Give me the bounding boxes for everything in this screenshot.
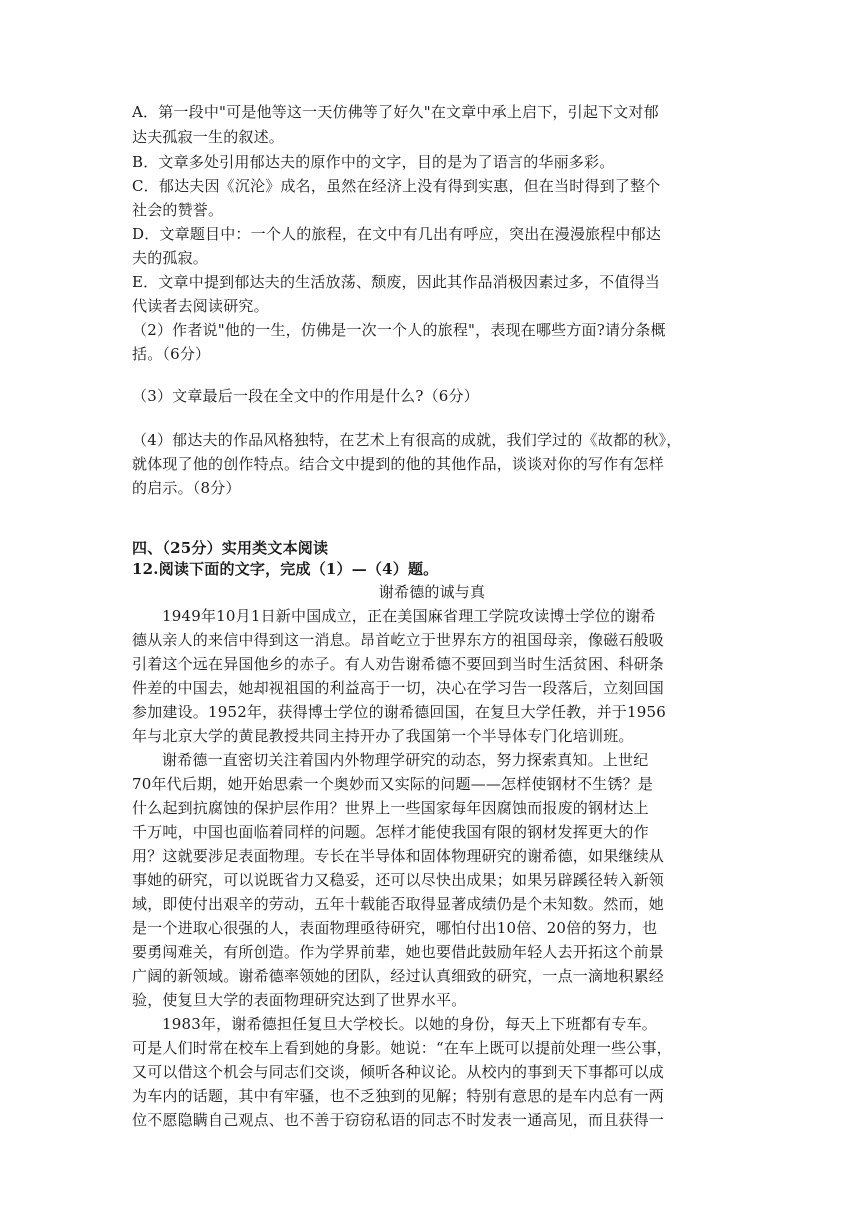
paragraph-3-line-2: 可是人们时常在校车上看到她的身影。她说：“在车上既可以提前处理一些公事， (132, 1039, 672, 1057)
paragraph-2-line-7: 域，即使付出艰辛的劳动，五年十载能否取得显著成绩仍是个未知数。然而，她 (132, 895, 665, 913)
option-a-line-1: A．第一段中"可是他等这一天仿佛等了好久"在文章中承上启下，引起下文对郁 (132, 103, 659, 121)
option-a-line-2: 达夫孤寂一生的叙述。 (132, 128, 285, 146)
paragraph-1-line-6: 年与北京大学的黄昆教授共同主持开办了我国第一个半导体专门化培训班。 (132, 727, 634, 745)
paragraph-1-line-5: 参加建设。1952年，获得博士学位的谢希德回国，在复旦大学任教，并于1956 (132, 703, 666, 721)
question-2-line-1: （2）作者说"他的一生，仿佛是一次一个人的旅程"，表现在哪些方面?请分条概 (132, 321, 666, 339)
paragraph-2-line-1: 谢希德一直密切关注着国内外物理学研究的动态，努力探索真知。上世纪 (162, 751, 649, 769)
option-c-line-2: 社会的赞誉。 (132, 201, 224, 219)
paragraph-2-line-11: 验，使复旦大学的表面物理研究达到了世界水平。 (132, 991, 467, 1009)
question-4-line-3: 的启示。（8分） (132, 479, 241, 497)
option-e-line-2: 代读者去阅读研究。 (132, 297, 269, 315)
paragraph-1-line-1: 1949年10月1日新中国成立，正在美国麻省理工学院攻读博士学位的谢希 (162, 607, 656, 625)
paragraph-1-line-4: 件差的中国去，她却视祖国的利益高于一切，决心在学习告一段落后，立刻回国 (132, 679, 665, 697)
paragraph-3-line-3: 又可以借这个机会与同志们交谈，倾听各种议论。从校内的事到天下事都可以成 (132, 1063, 665, 1081)
paragraph-2-line-10: 广阔的新领域。谢希德率领她的团队，经过认真细致的研究，一点一滴地积累经 (132, 967, 665, 985)
paragraph-3-line-5: 位不愿隐瞒自己观点、也不善于窃窃私语的同志不时发表一通高见，而且获得一 (132, 1111, 665, 1129)
paragraph-2-line-8: 是一个进取心很强的人，表面物理亟待研究，哪怕付出10倍、20倍的努力，也 (132, 919, 658, 937)
paragraph-2-line-5: 用？这就要涉足表面物理。专长在半导体和固体物理研究的谢希德，如果继续从 (132, 847, 665, 865)
paragraph-1-line-3: 引着这个远在异国他乡的赤子。有人劝告谢希德不要回到当时生活贫困、科研条 (132, 655, 665, 673)
paragraph-2-line-4: 千万吨，中国也面临着同样的问题。怎样才能使我国有限的钢材发挥更大的作 (132, 823, 649, 841)
section-heading: 四、（25分）实用类文本阅读 (132, 539, 329, 557)
option-c-line-1: C．郁达夫因《沉沦》成名，虽然在经济上没有得到实惠，但在当时得到了整个 (132, 177, 661, 195)
question-4-line-1: （4）郁达夫的作品风格独特，在艺术上有很高的成就，我们学过的《故都的秋》， (132, 431, 682, 449)
article-title: 谢希德的诚与真 (378, 583, 486, 601)
paragraph-2-line-9: 要勇闯难关，有所创造。作为学界前辈，她也要借此鼓励年轻人去开拓这个前景 (132, 943, 665, 961)
question-4-line-2: 就体现了他的创作特点。结合文中提到的他的其他作品，谈谈对你的写作有怎样 (132, 455, 665, 473)
paragraph-2-line-6: 事她的研究，可以说既省力又稳妥，还可以尽快出成果；如果另辟蹊径转入新领 (132, 871, 665, 889)
option-d-line-1: D．文章题目中：一个人的旅程，在文中有几出有呼应，突出在漫漫旅程中郁达 (132, 225, 662, 243)
option-e-line-1: E．文章中提到郁达夫的生活放荡、颓废，因此其作品消极因素过多，不值得当 (132, 273, 660, 291)
paragraph-3-line-4: 为车内的话题，其中有牢骚，也不乏独到的见解；特别有意思的是车内总有一两 (132, 1087, 665, 1105)
option-d-line-2: 夫的孤寂。 (132, 249, 209, 267)
paragraph-3-line-1: 1983年，谢希德担任复旦大学校长。以她的身份，每天上下班都有专车。 (162, 1015, 657, 1033)
paragraph-1-line-2: 德从亲人的来信中得到这一消息。昂首屹立于世界东方的祖国母亲，像磁石般吸 (132, 631, 665, 649)
reading-instruction: 12.阅读下面的文字，完成（1）—（4）题。 (132, 560, 439, 578)
paragraph-2-line-2: 70年代后期，她开始思索一个奥妙而又实际的问题——怎样使钢材不生锈？是 (132, 775, 654, 793)
option-b-line-1: B．文章多处引用郁达夫的原作中的文字，目的是为了语言的华丽多彩。 (132, 153, 615, 171)
paragraph-2-line-3: 什么起到抗腐蚀的保护层作用？世界上一些国家每年因腐蚀而报废的钢材达上 (132, 799, 649, 817)
question-3-line-1: （3）文章最后一段在全文中的作用是什么?（6分） (132, 387, 479, 405)
question-2-line-2: 括。（6分） (132, 345, 211, 363)
